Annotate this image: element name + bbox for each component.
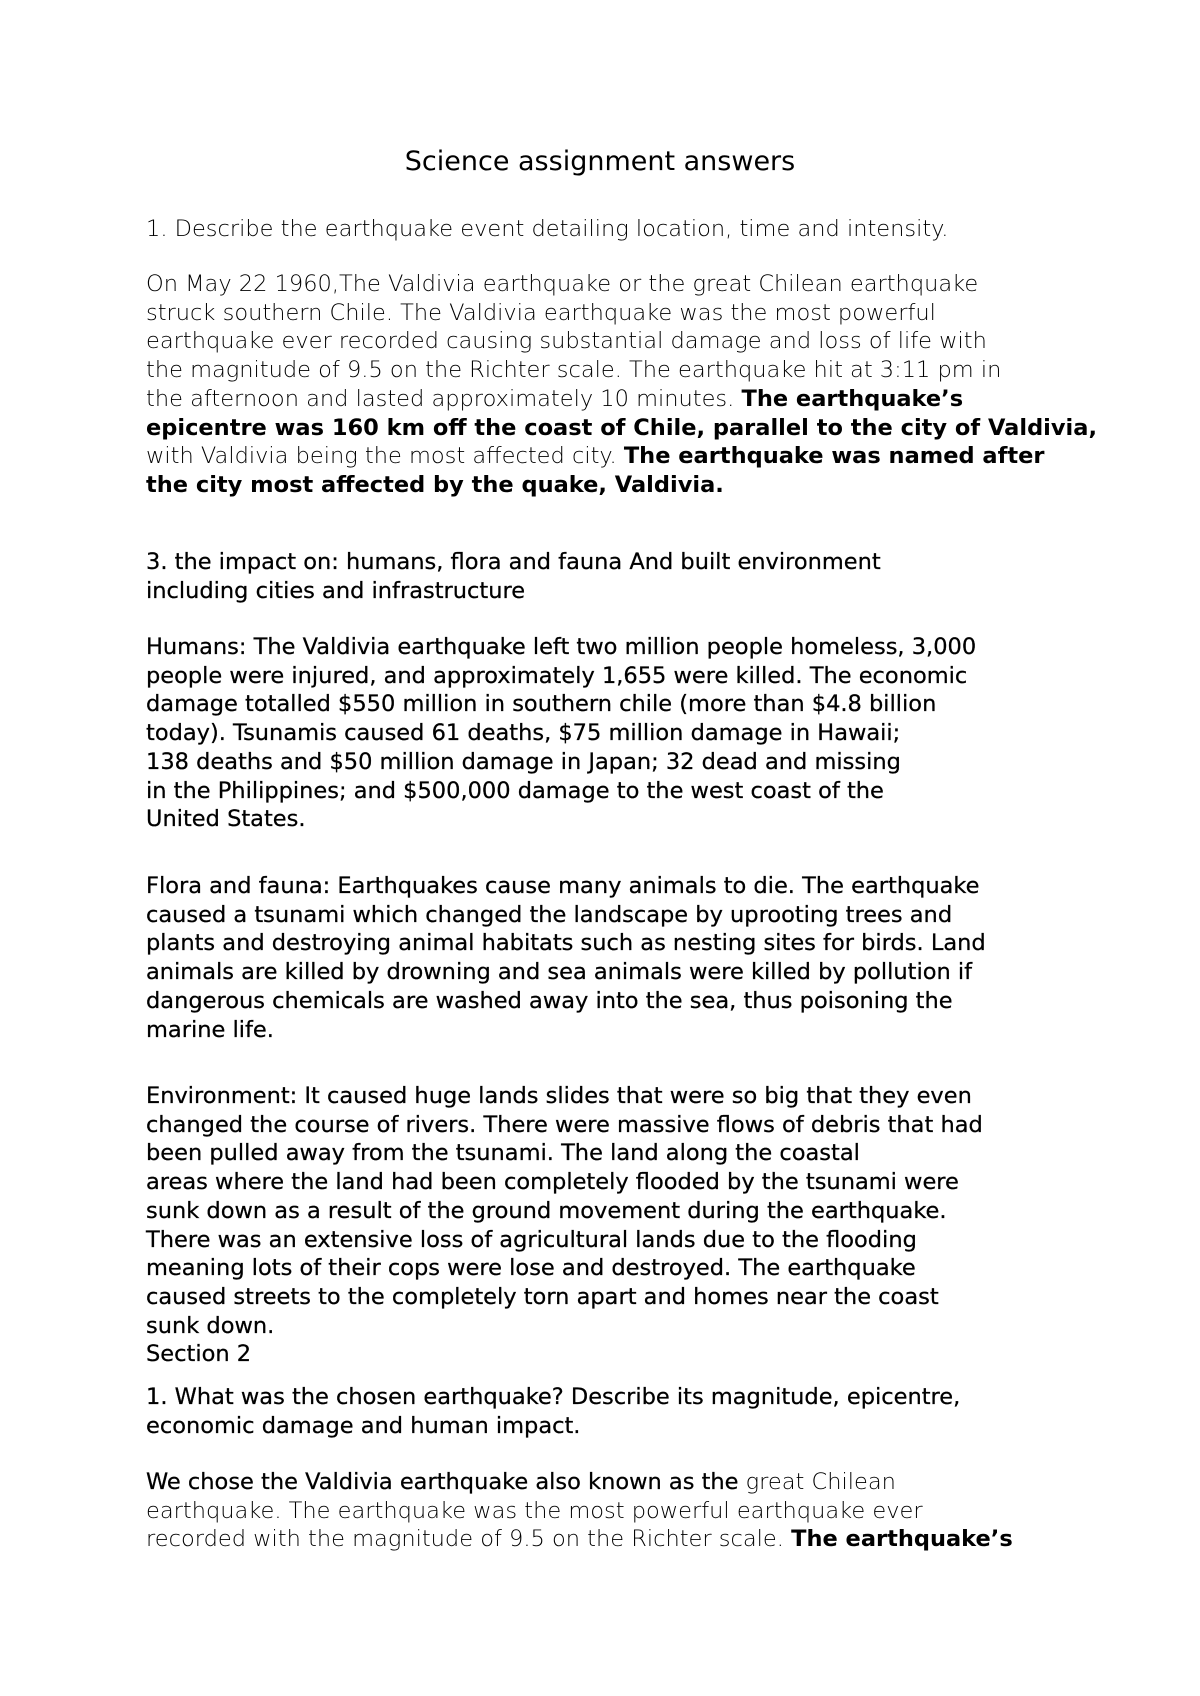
answer-1-paragraph [146, 270, 1097, 500]
paragraph-line [146, 1525, 1066, 1554]
question-1-text: 1. Describe the earthquake event detailing location, time and intensity. [146, 216, 949, 242]
flora-fauna-paragraph [146, 872, 1066, 1044]
environment-line: meaning lots of their cops were lose and destroyed. The earthquake [146, 1255, 916, 1282]
text-run: the afternoon and lasted approximately 10 minutes. [146, 385, 742, 412]
humans-line: people were injured, and approximately 1,655 were killed. The economic [146, 662, 968, 689]
environment-paragraph [146, 1082, 1066, 1369]
text-run: the magnitude of 9.5 on the Richter scale. The earthquake hit at 3:11 pm in [146, 357, 1002, 384]
question-3-line: including cities and infrastructure [146, 577, 526, 604]
humans-line: damage totalled $550 million in southern chile (more than $4.8 billion [146, 691, 937, 718]
section-2-question-1 [146, 1383, 1066, 1440]
humans-line: 138 deaths and $50 million damage in Japan; 32 dead and missing [146, 748, 901, 775]
paragraph-line [146, 270, 1066, 299]
text-run: The earthquake’s [791, 1526, 1013, 1553]
chosen-earthquake-paragraph [146, 1468, 1066, 1554]
text-run: great Chilean [745, 1469, 896, 1495]
text-run: earthquake ever recorded causing substantial damage and loss of life with [146, 328, 987, 355]
text-run: The earthquake was named after [623, 443, 1045, 470]
section-2-question-line: economic damage and human impact. [146, 1412, 581, 1439]
environment-line: been pulled away from the tsunami. The land along the coastal [146, 1140, 860, 1167]
flora-line: animals are killed by drowning and sea animals were killed by pollution if [146, 959, 973, 986]
paragraph-line [146, 299, 1066, 328]
paragraph-line [146, 1497, 1066, 1526]
text-run: earthquake. The earthquake was the most powerful earthquake ever [146, 1497, 923, 1524]
paragraph-line [146, 414, 1097, 443]
flora-line: caused a tsunami which changed the landscape by uprooting trees and [146, 901, 953, 928]
humans-line: Humans: The Valdivia earthquake left two million people homeless, 3,000 [146, 634, 977, 660]
flora-line: marine life. [146, 1016, 274, 1043]
text-run: struck southern Chile. The Valdivia earthquake was the most powerful [146, 299, 936, 326]
flora-line: plants and destroying animal habitats such as nesting sites for birds. Land [146, 930, 986, 957]
text-run: We chose the Valdivia earthquake also known as the [146, 1469, 746, 1495]
paragraph-line [146, 327, 1066, 356]
section-2-question-line: 1. What was the chosen earthquake? Describe its magnitude, epicentre, [146, 1384, 961, 1410]
question-1 [146, 215, 1066, 244]
humans-line: United States. [146, 806, 306, 833]
text-run: On May 22 1960,The Valdivia earthquake or the great Chilean earthquake [146, 271, 979, 297]
text-run: the city most affected by the quake, Valdivia. [146, 471, 724, 498]
environment-line: Environment: It caused huge lands slides that were so big that they even [146, 1083, 972, 1109]
paragraph-line [146, 442, 1066, 471]
section-2-heading: Section 2 [146, 1341, 252, 1368]
environment-line: changed the course of rivers. There were massive flows of debris that had [146, 1111, 983, 1138]
environment-line: caused streets to the completely torn apart and homes near the coast [146, 1283, 939, 1310]
text-run: The earthquake’s [741, 385, 964, 412]
humans-paragraph [146, 633, 1066, 834]
environment-line: There was an extensive loss of agricultural lands due to the flooding [146, 1226, 917, 1253]
environment-line: areas where the land had been completely flooded by the tsunami were [146, 1169, 959, 1196]
humans-line: today). Tsunamis caused 61 deaths, $75 million damage in Hawaii; [146, 720, 901, 747]
paragraph-line [146, 356, 1066, 385]
question-3-line: 3. the impact on: humans, flora and fauna And built environment [146, 549, 881, 575]
environment-line: sunk down. [146, 1312, 275, 1339]
paragraph-line [146, 385, 1066, 414]
page-title: Science assignment answers [404, 146, 796, 177]
text-run: with Valdivia being the most affected city. [146, 443, 624, 470]
text-run: recorded with the magnitude of 9.5 on the Richter scale. [146, 1526, 792, 1553]
environment-line: sunk down as a result of the ground movement during the earthquake. [146, 1197, 947, 1224]
text-run: epicentre was 160 km off the coast of Chile, parallel to the city of Valdivia, [146, 414, 1097, 441]
humans-line: in the Philippines; and $500,000 damage to the west coast of the [146, 777, 884, 804]
question-3 [146, 548, 1066, 605]
paragraph-line [146, 1468, 1066, 1497]
paragraph-line [146, 471, 1066, 500]
flora-line: Flora and fauna: Earthquakes cause many animals to die. The earthquake [146, 873, 980, 899]
flora-line: dangerous chemicals are washed away into the sea, thus poisoning the [146, 987, 953, 1014]
